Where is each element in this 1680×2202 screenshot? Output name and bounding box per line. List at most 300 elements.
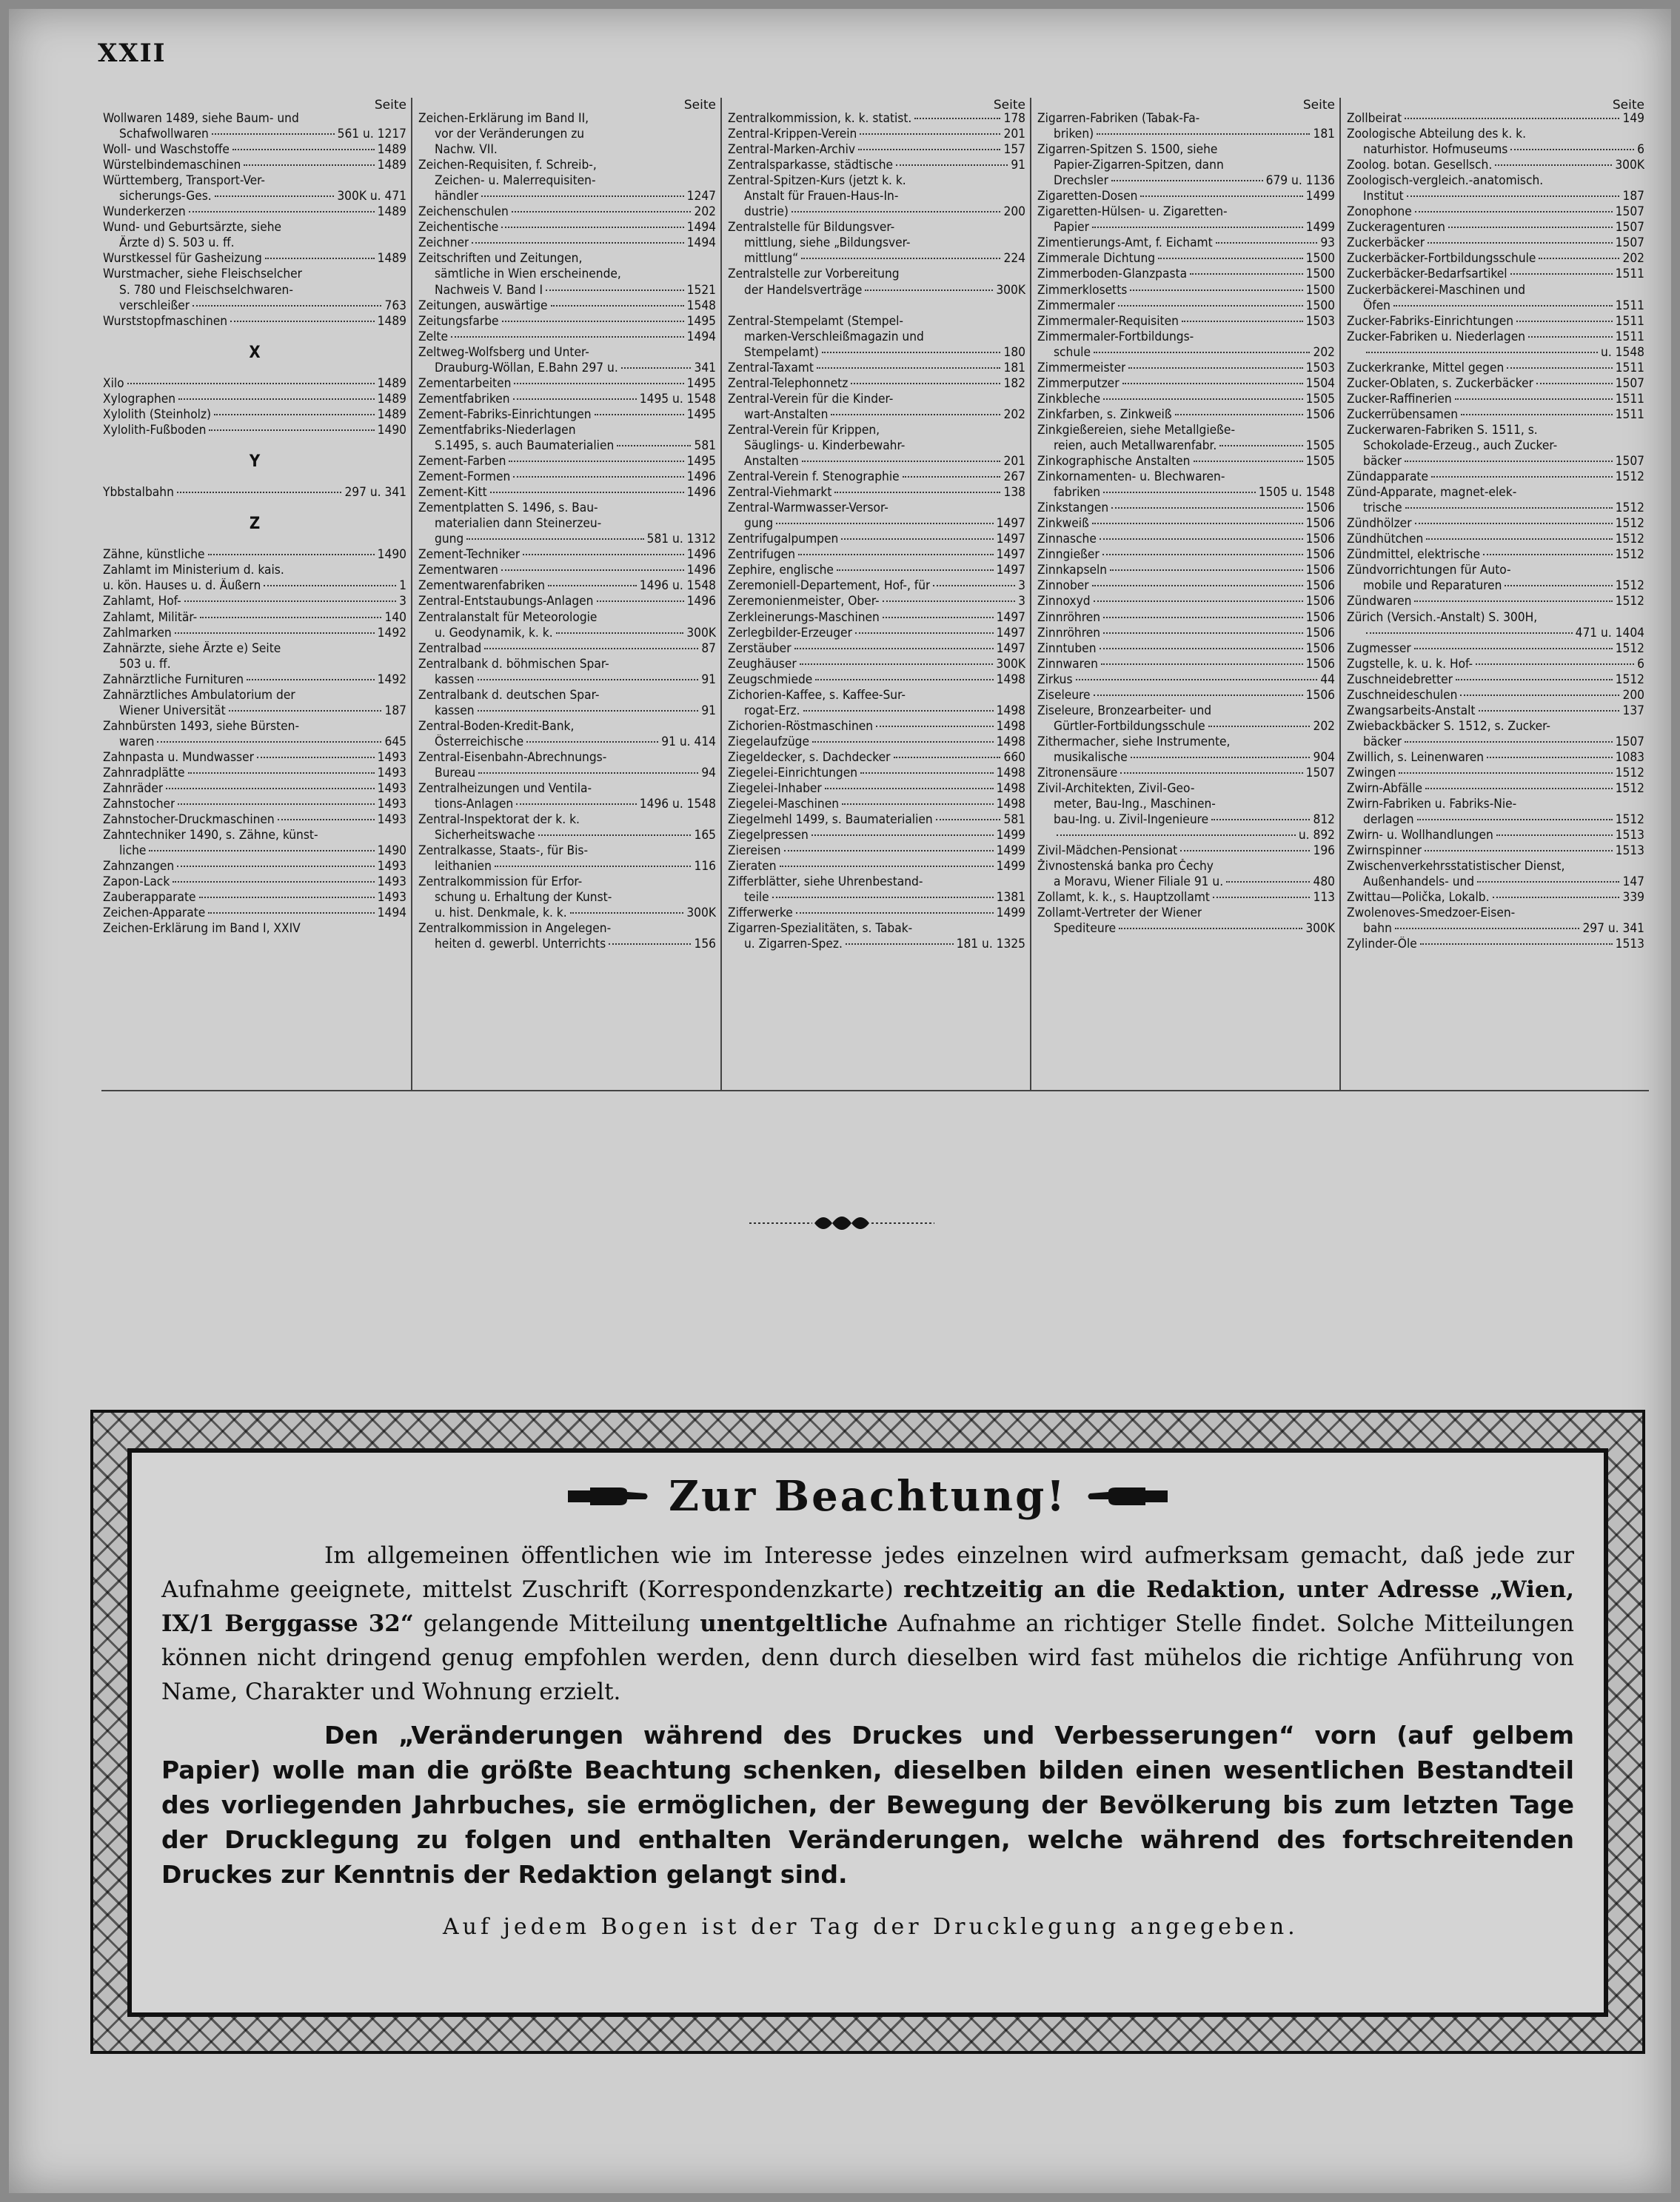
index-entry [103,750,406,766]
entry-term: Zementwaren [418,563,498,578]
leader-dots [149,850,374,851]
entry-page: 1497 [996,563,1025,578]
leader-dots [265,258,375,259]
entry-page: 187 [1622,189,1644,204]
index-entry [418,626,716,641]
leader-dots [212,133,335,135]
entry-page: 91 u. 414 [661,734,716,749]
index-entry [1037,626,1335,641]
index-entry [418,501,716,516]
entry-term: Zinntuben [1037,640,1097,656]
index-entry [418,516,716,532]
entry-term: Zeichen-Requisiten, f. Schreib-, [418,158,597,173]
entry-term: Zinkweiß [1037,516,1089,532]
index-entry [1037,329,1335,345]
index-entry [728,657,1025,672]
index-entry [418,283,716,298]
leader-dots [1516,321,1613,322]
entry-page: 339 [1622,890,1644,906]
index-entry [1347,750,1644,766]
index-entry [1037,890,1335,906]
entry-page: 904 [1313,749,1335,765]
entry-page: 1507 [1615,235,1644,251]
notice-text: gelangende Mitteilung [413,1610,700,1637]
entry-page: 1506 [1305,687,1335,703]
leader-dots [556,632,684,634]
entry-page: 181 u. 1325 [956,937,1025,952]
entry-page: 1507 [1305,765,1335,780]
leader-dots [200,617,381,618]
leader-dots [478,679,699,680]
entry-term: Zuschneideschulen [1347,687,1458,703]
index-entry [1347,189,1644,204]
entry-page: 1083 [1615,749,1644,765]
entry-term: Ybbstalbahn [103,485,174,501]
index-entry [728,314,1025,329]
entry-page: 1512 [1615,594,1644,609]
entry-page: 1495 [686,406,716,422]
index-entry [103,657,406,672]
entry-page: 116 [694,859,716,874]
leader-dots [1208,726,1311,727]
index-entry [728,454,1025,469]
index-entry [728,719,1025,734]
leader-dots [1428,242,1613,244]
entry-page: 113 [1313,890,1335,906]
entry-page: 1489 [377,375,406,391]
entry-term: Zucker-Oblaten, s. Zuckerbäcker [1347,375,1534,391]
leader-dots [501,569,684,571]
leader-dots [193,305,381,307]
index-entry [728,438,1025,454]
index-entry [418,610,716,626]
entry-page: 1512 [1615,672,1644,687]
leader-dots [933,585,1015,586]
entry-term: Zürich (Versich.-Anstalt) S. 300H, [1347,609,1538,625]
entry-term: Sicherheitswache [435,828,535,843]
leader-dots [1094,695,1303,696]
index-entry [1347,906,1644,921]
leader-dots [177,866,374,867]
index-columns [101,98,1649,1091]
entry-term: Zündwaren [1347,594,1412,609]
entry-page: 1507 [1615,734,1644,749]
leader-dots [484,648,698,649]
entry-page: 1495 u. 1548 [639,391,716,406]
index-entry [1347,547,1644,563]
entry-page: 341 [694,360,716,375]
entry-page: 1493 [377,812,406,828]
entry-term: Zwittau—Polička, Lokalb. [1347,890,1490,906]
index-entry [1347,314,1644,329]
leader-dots [244,164,374,166]
column-entries [1347,111,1644,953]
index-entry [728,158,1025,173]
leader-dots [876,726,994,727]
entry-term: meter, Bau-Ing., Maschinen- [1054,797,1216,812]
index-entry [103,485,406,501]
leader-dots [478,710,699,712]
index-column [411,98,720,1090]
leader-dots [1180,850,1310,851]
leader-dots [175,632,375,634]
leader-dots [1405,507,1613,509]
entry-term: wart-Anstalten [744,406,829,422]
entry-term: Xylolith-Fußboden [103,422,207,438]
leader-dots [230,321,375,322]
entry-page: 1498 [996,797,1025,812]
entry-page: 1513 [1615,843,1644,859]
index-entry [728,220,1025,235]
entry-term: Zementfabriken [418,391,510,406]
entry-page: 1499 [996,906,1025,921]
entry-term: Zentral-Stempelamt (Stempel- [728,313,903,329]
entry-page: 1490 [377,843,406,859]
entry-term: kassen [435,703,475,718]
index-entry [1037,578,1335,594]
index-entry [103,142,406,158]
entry-term: Zement-Farben [418,454,506,469]
entry-page: 1498 [996,672,1025,687]
notice-paragraph-1 [161,1539,1574,1709]
leader-dots [1425,788,1613,789]
entry-page: 581 [694,438,716,453]
index-entry [418,641,716,657]
entry-page: 1513 [1615,828,1644,843]
leader-dots [803,710,994,712]
entry-page: 1505 [1305,454,1335,469]
leader-dots [1100,538,1303,540]
leader-dots [232,149,375,150]
entry-page: 1506 [1305,609,1335,625]
entry-term: Zwirn- u. Wollhandlungen [1347,828,1493,843]
entry-term: bäcker [1363,734,1402,749]
index-entry [1037,750,1335,766]
pointing-hand-left-icon [1086,1482,1168,1511]
entry-term: Drauburg-Wöllan, E.Bahn 297 u. [435,360,618,375]
leader-dots [1140,195,1302,197]
leader-dots [798,554,994,555]
leader-dots [1431,476,1613,478]
entry-term: Zinkornamenten- u. Blechwaren- [1037,469,1225,485]
leader-dots [772,897,994,898]
index-column [1030,98,1339,1090]
entry-term: Zinnröhren [1037,609,1101,625]
entry-page: 87 [701,640,716,656]
entry-page: 1511 [1615,313,1644,329]
entry-term: Zifferwerke [728,906,793,921]
index-entry [103,235,406,251]
leader-dots [264,585,396,586]
entry-term: mobile und Reparaturen [1363,578,1502,594]
entry-page: 1500 [1305,282,1335,298]
index-entry [1347,204,1644,220]
leader-dots [1510,149,1634,150]
entry-term: Zündapparate [1347,469,1429,485]
entry-term: Zwischenverkehrsstatistischer Dienst, [1347,859,1565,874]
index-entry [1037,594,1335,609]
spacer [103,329,406,345]
entry-term: Zahnräder [103,781,164,797]
index-entry [418,688,716,703]
entry-term: Zentralkommission in Angelegen- [418,921,612,937]
leader-dots [883,617,994,618]
entry-term: Zigarren-Spezialitäten, s. Tabak- [728,921,913,937]
entry-page: 91 [701,672,716,687]
leader-dots [1507,367,1612,369]
entry-term: Zuckerbäcker [1347,235,1425,251]
index-entry [728,189,1025,204]
leader-dots [865,290,993,291]
entry-page: 1493 [377,765,406,780]
index-entry [1347,890,1644,906]
entry-page: 1506 [1305,532,1335,547]
index-entry [418,874,716,890]
leader-dots [812,741,994,743]
entry-term: heiten d. gewerbl. Unterrichts [435,937,606,952]
entry-term: Zwirnspinner [1347,843,1422,859]
entry-page: 1489 [377,251,406,267]
leader-dots [1483,554,1613,555]
entry-term: Österreichische [435,734,524,749]
entry-page: 178 [1003,111,1025,126]
entry-term: naturhistor. Hofmuseums [1363,142,1508,158]
index-entry [728,921,1025,937]
entry-page: 1513 [1615,937,1644,952]
entry-page: 1499 [996,843,1025,859]
entry-term: Schokolade-Erzeug., auch Zucker- [1363,438,1558,453]
entry-term: Zimmerputzer [1037,375,1120,391]
index-entry [1037,407,1335,423]
index-entry [1037,267,1335,282]
index-entry [103,158,406,173]
entry-term: Zeremoniell-Departement, Hof-, für [728,578,931,594]
index-entry [418,469,716,485]
entry-term: Zeitungsfarbe [418,313,499,329]
index-entry [418,781,716,797]
notice-text: Aufnahme an richtiger Stelle findet. Solche Mitteilungen können nicht dringend genug empfohlen werden, denn durch dieselben wird fast mühelos die richtige Anführung von Name, Charakter und Wohnung erzielt. [161,1610,1574,1705]
index-entry [418,235,716,251]
entry-term: mittlung, siehe „Bildungsver- [744,235,911,251]
entry-term: vor der Veränderungen zu [435,127,585,142]
entry-page: 1506 [1305,578,1335,594]
index-entry [103,828,406,843]
index-entry [1347,626,1644,641]
entry-term: Zeitungen, auswärtige [418,298,548,313]
leader-dots [189,211,375,212]
leader-dots [595,414,684,415]
leader-dots [1120,772,1302,774]
entry-page: 1493 [377,874,406,890]
index-entry [1037,392,1335,407]
index-entry [103,766,406,781]
entry-page: 1492 [377,625,406,640]
leader-dots [1211,819,1310,820]
leader-dots [896,164,1008,166]
entry-page: 140 [384,609,406,625]
entry-page: 6 [1637,656,1644,672]
entry-term: der Handelsverträge [744,282,863,298]
leader-dots [860,133,1000,135]
entry-term: Zugstelle, k. u. k. Hof- [1347,656,1473,672]
index-entry [1347,142,1644,158]
index-entry [103,626,406,641]
entry-page: 1489 [377,391,406,406]
index-entry [103,376,406,392]
index-entry [1347,423,1644,438]
leader-dots [1461,414,1613,415]
entry-term: Anstalt für Frauen-Haus-In- [744,189,899,204]
entry-term: Zigarren-Spitzen S. 1500, siehe [1037,142,1218,158]
leader-dots [501,227,683,228]
entry-term: Zahnärztliches Ambulatorium der [103,687,295,703]
index-entry [103,563,406,578]
entry-term: Zahntechniker 1490, s. Zähne, künst- [103,828,318,843]
column-entries [103,111,406,937]
index-entry [103,267,406,282]
index-entry [1347,672,1644,688]
entry-term: Zwingen [1347,765,1396,780]
index-entry [103,251,406,267]
index-entry [418,111,716,127]
index-entry [1347,376,1644,392]
leader-dots [466,538,643,540]
entry-term: Anstalten [744,454,799,469]
index-entry [1347,532,1644,547]
index-entry [1347,688,1644,703]
entry-page: 645 [384,734,406,749]
entry-term: Zeugschmiede [728,672,813,687]
leader-dots [1194,461,1303,462]
entry-term: Zollamt-Vertreter der Wiener [1037,906,1202,921]
index-entry [103,127,406,142]
index-entry [728,376,1025,392]
index-entry [728,797,1025,812]
leader-dots [1487,757,1613,758]
notice-box [90,1410,1645,2054]
index-entry [1037,189,1335,204]
section-letter: Y [249,454,261,470]
entry-term: Zwolenoves-Smedzoer-Eisen- [1347,906,1516,921]
leader-dots [1092,227,1303,228]
leader-dots [166,788,374,789]
entry-term: Živnostenská banka pro Čechy [1037,859,1214,874]
index-entry [1037,251,1335,267]
entry-page: 1506 [1305,625,1335,640]
leader-dots [1395,928,1580,929]
index-entry [1037,345,1335,361]
entry-term: Zentral-Marken-Archiv [728,142,856,158]
leader-dots [495,866,692,867]
entry-term: Württemberg, Transport-Ver- [103,173,266,189]
notice-title-row [161,1472,1574,1521]
leader-dots [837,569,994,571]
entry-page: 1512 [1615,765,1644,780]
entry-term: Wurststopfmaschinen [103,313,228,329]
leader-dots [1100,648,1303,649]
entry-term: Spediteure [1054,921,1117,937]
index-entry [1037,142,1335,158]
index-entry [1347,501,1644,516]
entry-page: 1489 [377,406,406,422]
index-entry [728,610,1025,626]
index-entry [103,703,406,719]
index-entry [728,423,1025,438]
leader-dots [490,492,684,493]
entry-page: 1503 [1305,313,1335,329]
index-entry [1347,283,1644,298]
entry-page: 91 [1011,158,1025,173]
entry-term: teile [744,890,769,906]
leader-dots [841,538,993,540]
index-entry [1037,127,1335,142]
entry-term: Zivil-Architekten, Zivil-Geo- [1037,781,1195,797]
entry-page: 1507 [1615,454,1644,469]
leader-dots [1110,569,1303,571]
entry-term: Zeltweg-Wolfsberg und Unter- [418,344,589,360]
index-entry [1347,610,1644,626]
entry-page: 196 [1313,843,1335,859]
entry-term: Wollwaren 1489, siehe Baum- und [103,111,299,126]
entry-term: Zwillich, s. Leinenwaren [1347,749,1485,765]
index-entry [1037,438,1335,454]
entry-page: 1511 [1615,298,1644,313]
index-entry [728,173,1025,189]
leader-dots [1495,164,1612,166]
leader-dots [546,290,684,291]
leader-dots [1536,383,1613,384]
entry-term: Zündvorrichtungen für Auto- [1347,563,1511,578]
index-entry [418,485,716,501]
entry-page: 1506 [1305,563,1335,578]
entry-page: 1506 [1305,594,1335,609]
index-entry [418,392,716,407]
leader-dots [1118,305,1302,307]
column-entries [728,111,1025,953]
entry-term: Zuckerrübensamen [1347,406,1459,422]
leader-dots [1420,943,1613,945]
entry-term: Zigaretten-Hülsen- u. Zigaretten- [1037,204,1228,220]
entry-page: 561 u. 1217 [337,127,406,142]
index-entry [418,532,716,547]
index-entry [1347,345,1644,361]
entry-term: Ziegelaufzüge [728,734,810,749]
entry-term: Zimmermaler-Fortbildungs- [1037,329,1194,344]
entry-term: Zentralstelle für Bildungsver- [728,220,895,235]
index-entry [103,906,406,921]
index-entry [418,937,716,952]
leader-dots [177,492,342,493]
entry-page: 300K [686,625,716,640]
entry-term: Ziegelei-Inhaber [728,781,822,797]
entry-term: reien, auch Metallwarenfabr. [1054,438,1217,453]
index-entry [728,890,1025,906]
entry-term: Zeughäuser [728,656,797,672]
entry-page: 181 [1313,127,1335,142]
entry-term: Ziegelmehl 1499, s. Baumaterialien [728,812,933,828]
entry-term: Ziegelpressen [728,828,809,843]
leader-dots [551,305,684,307]
entry-term: S.1495, s. auch Baumaterialien [435,438,615,453]
entry-term: Zahnzangen [103,859,175,874]
entry-page: 1497 [996,516,1025,532]
index-entry [418,657,716,672]
entry-term: Zauberapparate [103,890,196,906]
entry-term: Zähne, künstliche [103,547,205,563]
leader-dots [1094,600,1303,602]
index-entry [1037,158,1335,173]
entry-term: sämtliche in Wien erscheinende, [435,267,621,282]
